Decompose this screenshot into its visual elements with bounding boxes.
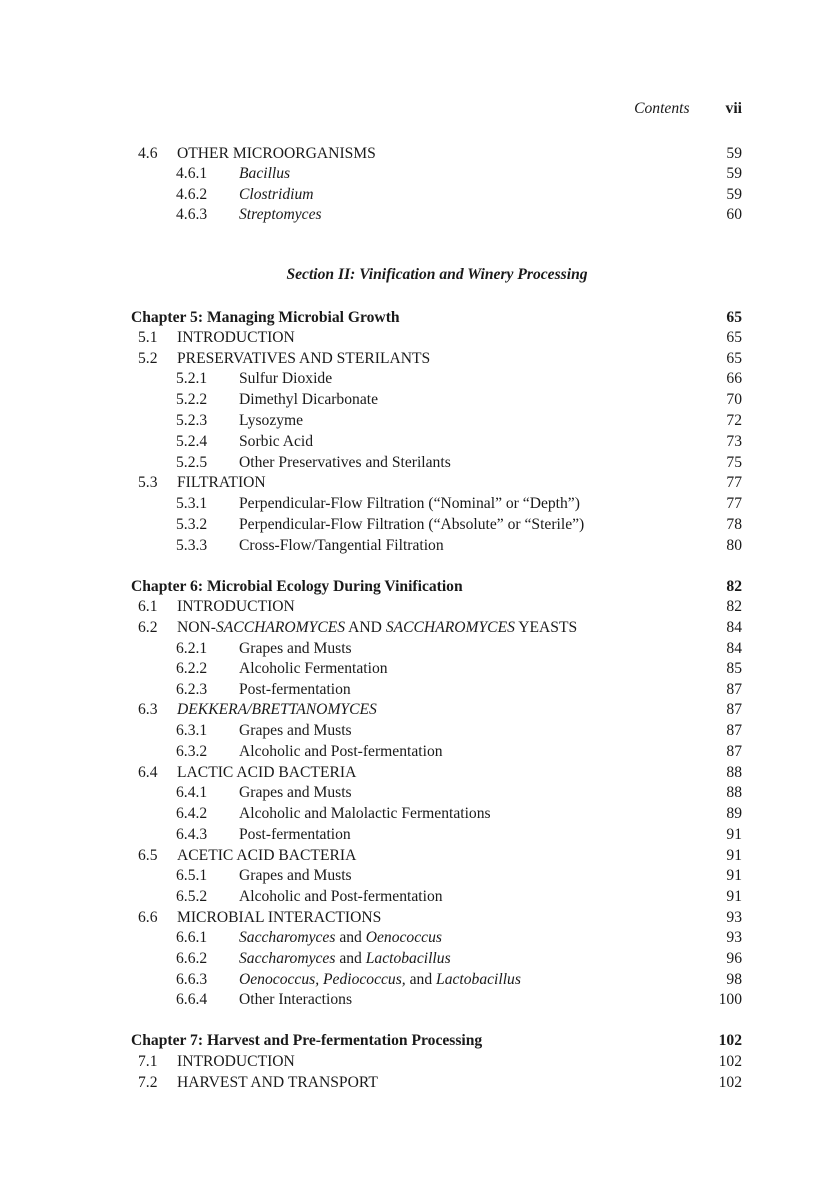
section-title: MICROBIAL INTERACTIONS [177,909,382,926]
section-title: ACETIC ACID BACTERIA [177,847,357,864]
subsection-number: 6.5.1 [176,867,208,884]
section-number: 4.6 [138,145,158,162]
subsection-number: 6.5.2 [176,888,208,905]
subsection-number: 4.6.3 [176,206,208,223]
section-number: 6.1 [138,598,158,615]
subsection-title: Grapes and Musts [239,784,352,801]
toc-subsection-5-2-3 [0,411,840,431]
subsection-title: Bacillus [239,165,291,182]
page-number: 85 [726,660,742,677]
page-number: 77 [726,474,742,491]
page-number: 102 [718,1074,742,1091]
toc-section-7-2 [0,1073,840,1093]
toc-subsection-5-2-2 [0,390,840,410]
page-number: 102 [718,1032,742,1049]
section-title: INTRODUCTION [177,1053,295,1070]
section-number: 6.6 [138,909,158,926]
section-number: 5.3 [138,474,158,491]
page-number: 59 [726,145,742,162]
section-number: 6.5 [138,847,158,864]
section-number: 7.1 [138,1053,158,1070]
subsection-title: Alcoholic and Post-fermentation [239,743,443,760]
subsection-title [239,970,521,990]
subsection-title: Other Interactions [239,991,353,1008]
chapter-title: Chapter 5: Managing Microbial Growth [131,309,400,326]
page-number: 93 [726,909,742,926]
toc-subsection-6-6-3 [0,970,840,990]
subsection-number: 6.4.1 [176,784,208,801]
subsection-title: Streptomyces [239,206,322,223]
toc-section-5-1 [0,328,840,348]
title-part-b: Lactobacillus [436,971,521,988]
page-number: 70 [726,391,742,408]
toc-subsection-6-2-3 [0,680,840,700]
subsection-number: 5.2.4 [176,433,208,450]
subsection-number: 6.6.2 [176,950,208,967]
subsection-title: Post-fermentation [239,681,351,698]
section-number: 5.1 [138,329,158,346]
toc-section-6-2 [0,618,840,638]
section-number: 6.3 [138,701,158,718]
toc-chapter-5 [0,308,840,328]
section-title: FILTRATION [177,474,266,491]
subsection-title: Clostridium [239,186,314,203]
chapter-title: Chapter 7: Harvest and Pre-fermentation Processing [131,1032,483,1049]
toc-subsection-6-5-2 [0,887,840,907]
subsection-number: 6.4.3 [176,826,208,843]
subsection-number: 6.3.2 [176,743,208,760]
page-number: 89 [726,805,742,822]
toc-subsection-6-6-1 [0,928,840,948]
page-number: 100 [718,991,742,1008]
page-number: 87 [726,701,742,718]
section-title: LACTIC ACID BACTERIA [177,764,357,781]
toc-section-5-2 [0,349,840,369]
page-number: 77 [726,495,742,512]
page-number: 65 [726,329,742,346]
toc-section-6-3 [0,700,840,720]
page-number: 91 [726,826,742,843]
subsection-title [239,949,451,969]
subsection-title: Other Preservatives and Sterilants [239,454,451,471]
title-part-a: Saccharomyces [239,929,336,946]
toc-subsection-4-6-2 [0,185,840,205]
page-number: 80 [726,537,742,554]
section-title: DEKKERA/BRETTANOMYCES [177,701,377,718]
title-italic-2: SACCHAROMYCES [385,619,515,636]
subsection-title: Lysozyme [239,412,304,429]
title-part-a: Saccharomyces [239,950,336,967]
toc-subsection-5-2-1 [0,369,840,389]
subsection-number: 6.2.3 [176,681,208,698]
toc-subsection-6-4-3 [0,825,840,845]
page-number: 60 [726,206,742,223]
running-head-page-number: vii [725,100,742,117]
subsection-number: 6.2.1 [176,640,208,657]
subsection-title: Dimethyl Dicarbonate [239,391,378,408]
toc-section-7-1 [0,1052,840,1072]
subsection-number: 5.2.1 [176,370,208,387]
page-number: 84 [726,619,742,636]
page-number: 91 [726,888,742,905]
page-number: 72 [726,412,742,429]
subsection-number: 5.3.2 [176,516,208,533]
toc-section-6-5 [0,846,840,866]
subsection-number: 6.6.3 [176,971,208,988]
title-italic-1: SACCHAROMYCES [215,619,346,636]
toc-subsection-6-4-1 [0,783,840,803]
page-number: 75 [726,454,742,471]
page-number: 82 [726,598,742,615]
title-and: and [405,971,437,988]
title-prefix: NON- [177,619,216,636]
toc-section-5-3 [0,473,840,493]
chapter-title: Chapter 6: Microbial Ecology During Vinification [131,578,463,595]
page-number: 98 [726,971,742,988]
toc-subsection-6-2-1 [0,639,840,659]
subsection-title: Grapes and Musts [239,640,352,657]
toc-subsection-5-3-3 [0,536,840,556]
subsection-number: 6.6.1 [176,929,208,946]
toc-subsection-5-2-5 [0,453,840,473]
toc-subsection-6-2-2 [0,659,840,679]
subsection-number: 5.2.3 [176,412,208,429]
toc-section-6-4 [0,763,840,783]
toc-subsection-4-6-1 [0,164,840,184]
toc-subsection-6-3-2 [0,742,840,762]
section-title: INTRODUCTION [177,329,295,346]
toc-subsection-6-6-4 [0,990,840,1010]
subsection-title [239,928,442,948]
subsection-number: 6.6.4 [176,991,208,1008]
subsection-number: 4.6.1 [176,165,208,182]
page-number: 87 [726,681,742,698]
page-number: 59 [726,165,742,182]
subsection-title: Perpendicular-Flow Filtration (“Absolute” or “Sterile”) [239,516,585,533]
section-title [177,618,577,638]
subsection-number: 6.4.2 [176,805,208,822]
subsection-number: 5.3.1 [176,495,208,512]
toc-subsection-6-6-2 [0,949,840,969]
subsection-title: Post-fermentation [239,826,351,843]
section-number: 6.4 [138,764,158,781]
toc-chapter-7 [0,1031,840,1051]
running-head-label: Contents [634,100,690,117]
page-number: 65 [726,350,742,367]
page-number: 87 [726,722,742,739]
subsection-title: Grapes and Musts [239,867,352,884]
toc-section-4-6 [0,144,840,164]
page-number: 59 [726,186,742,203]
page-number: 91 [726,867,742,884]
toc-subsection-4-6-3 [0,205,840,225]
section-title: OTHER MICROORGANISMS [177,145,376,162]
toc-subsection-6-3-1 [0,721,840,741]
section-title: HARVEST AND TRANSPORT [177,1074,378,1091]
section-heading: Section II: Vinification and Winery Processing [286,266,588,283]
section-number: 5.2 [138,350,158,367]
subsection-number: 6.2.2 [176,660,208,677]
page-number: 93 [726,929,742,946]
subsection-title: Alcoholic and Malolactic Fermentations [239,805,491,822]
subsection-number: 6.3.1 [176,722,208,739]
page-number: 87 [726,743,742,760]
subsection-title: Perpendicular-Flow Filtration (“Nominal” or “Depth”) [239,495,580,512]
toc-subsection-5-2-4 [0,432,840,452]
section-title: PRESERVATIVES AND STERILANTS [177,350,431,367]
title-part-a: Oenococcus, Pediococcus, [239,971,406,988]
section-number: 6.2 [138,619,158,636]
toc-section-6-1 [0,597,840,617]
page-number: 102 [718,1053,742,1070]
page-number: 84 [726,640,742,657]
toc-subsection-6-4-2 [0,804,840,824]
section-title: INTRODUCTION [177,598,295,615]
subsection-title: Sorbic Acid [239,433,314,450]
section-number: 7.2 [138,1074,158,1091]
subsection-number: 4.6.2 [176,186,208,203]
title-part-b: Lactobacillus [365,950,451,967]
subsection-number: 5.2.2 [176,391,208,408]
title-and: and [335,929,366,946]
title-suffix: YEASTS [514,619,578,636]
toc-subsection-5-3-1 [0,494,840,514]
running-head [0,100,742,118]
title-part-b: Oenococcus [365,929,442,946]
toc-section-6-6 [0,908,840,928]
page-number: 66 [726,370,742,387]
page-number: 82 [726,578,742,595]
subsection-title: Grapes and Musts [239,722,352,739]
subsection-title: Cross-Flow/Tangential Filtration [239,537,444,554]
title-middle: AND [345,619,386,636]
page-number: 65 [726,309,742,326]
page-number: 91 [726,847,742,864]
page-number: 88 [726,784,742,801]
toc-chapter-6 [0,577,840,597]
page-number: 73 [726,433,742,450]
toc-subsection-5-3-2 [0,515,840,535]
subsection-number: 5.2.5 [176,454,208,471]
subsection-title: Alcoholic and Post-fermentation [239,888,443,905]
page-number: 88 [726,764,742,781]
page-number: 96 [726,950,742,967]
subsection-title: Sulfur Dioxide [239,370,333,387]
page-number: 78 [726,516,742,533]
subsection-title: Alcoholic Fermentation [239,660,388,677]
subsection-number: 5.3.3 [176,537,208,554]
title-and: and [335,950,366,967]
toc-subsection-6-5-1 [0,866,840,886]
